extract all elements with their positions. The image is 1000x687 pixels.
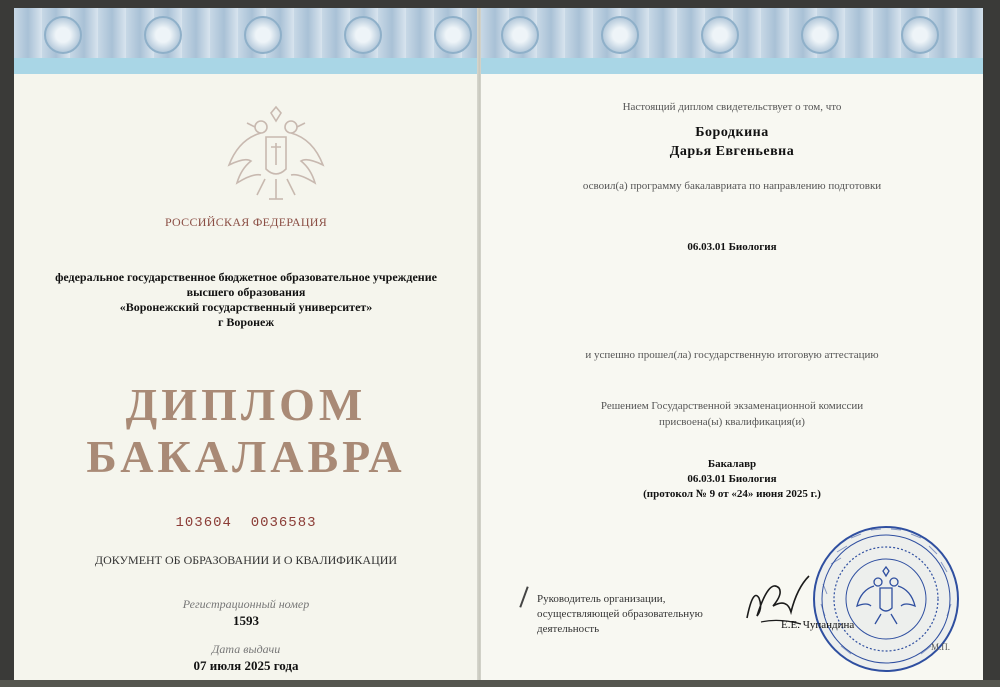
rosette-ornament-icon	[244, 16, 282, 54]
rosette-ornament-icon	[344, 16, 382, 54]
rosette-ornament-icon	[701, 16, 739, 54]
diploma-left-page	[14, 8, 478, 680]
rosette-ornament-icon	[434, 16, 472, 54]
commission-decision-line: Решением Государственной экзаменационной комиссии	[600, 400, 864, 412]
signature-mark	[519, 586, 528, 607]
institution-line: высшего образования	[186, 285, 306, 299]
registration-number: 1593	[233, 613, 259, 628]
scan-bottom-edge	[0, 680, 1000, 687]
double-headed-eagle-emblem-icon	[221, 103, 331, 213]
signatory-role	[537, 592, 703, 637]
rosette-ornament-icon	[901, 16, 939, 54]
qualification-specialty: 06.03.01 Биология	[687, 473, 777, 485]
specialty: 06.03.01 Биология	[687, 241, 777, 253]
rector-name: Е.Е. Чупандина	[781, 619, 855, 631]
graduate-given-names: Дарья Евгеньевна	[669, 144, 795, 159]
document-type: ДОКУМЕНТ ОБ ОБРАЗОВАНИИ И О КВАЛИФИКАЦИИ	[94, 553, 398, 567]
country-name: РОССИЙСКАЯ ФЕДЕРАЦИЯ	[164, 215, 328, 229]
registration-label: Регистрационный номер	[182, 597, 310, 611]
signatory-role-line: деятельность	[537, 623, 600, 635]
signatory-role-line: Руководитель организации,	[537, 593, 666, 605]
security-band	[481, 8, 983, 74]
attestation-text: и успешно прошел(ла) государственную итоговую аттестацию	[585, 349, 879, 361]
commission-decision-line: присвоена(ы) квалификация(и)	[659, 416, 805, 428]
institution-name	[14, 270, 478, 330]
rosette-ornament-icon	[44, 16, 82, 54]
graduate-surname: Бородкина	[695, 125, 769, 140]
institution-city: г Воронеж	[217, 315, 275, 329]
rosette-ornament-icon	[601, 16, 639, 54]
rosette-ornament-icon	[801, 16, 839, 54]
signatory-role-line: осуществляющей образовательную	[537, 608, 703, 620]
diploma-right-page	[481, 8, 983, 680]
rosette-ornament-icon	[144, 16, 182, 54]
diploma-serial-number: 103604 0036583	[175, 515, 317, 531]
program-text: освоил(а) программу бакалавриата по направлению подготовки	[582, 180, 882, 192]
rosette-ornament-icon	[501, 16, 539, 54]
issue-date: 07 июля 2025 года	[193, 658, 299, 673]
qualification-degree: Бакалавр	[707, 458, 757, 470]
stamp-place-mark: М.П.	[931, 642, 951, 652]
diploma-title-line1: ДИПЛОМ	[125, 379, 367, 430]
issue-date-label: Дата выдачи	[211, 642, 281, 656]
qualification-protocol: (протокол № 9 от «24» июня 2025 г.)	[643, 488, 821, 500]
institution-line: «Воронежский государственный университет»	[119, 300, 373, 314]
security-band	[14, 8, 478, 74]
diploma-title-line2: БАКАЛАВРА	[86, 431, 406, 482]
certificate-intro: Настоящий диплом свидетельствует о том, что	[622, 101, 842, 113]
institution-line: федеральное государственное бюджетное образовательное учреждение	[55, 270, 437, 284]
